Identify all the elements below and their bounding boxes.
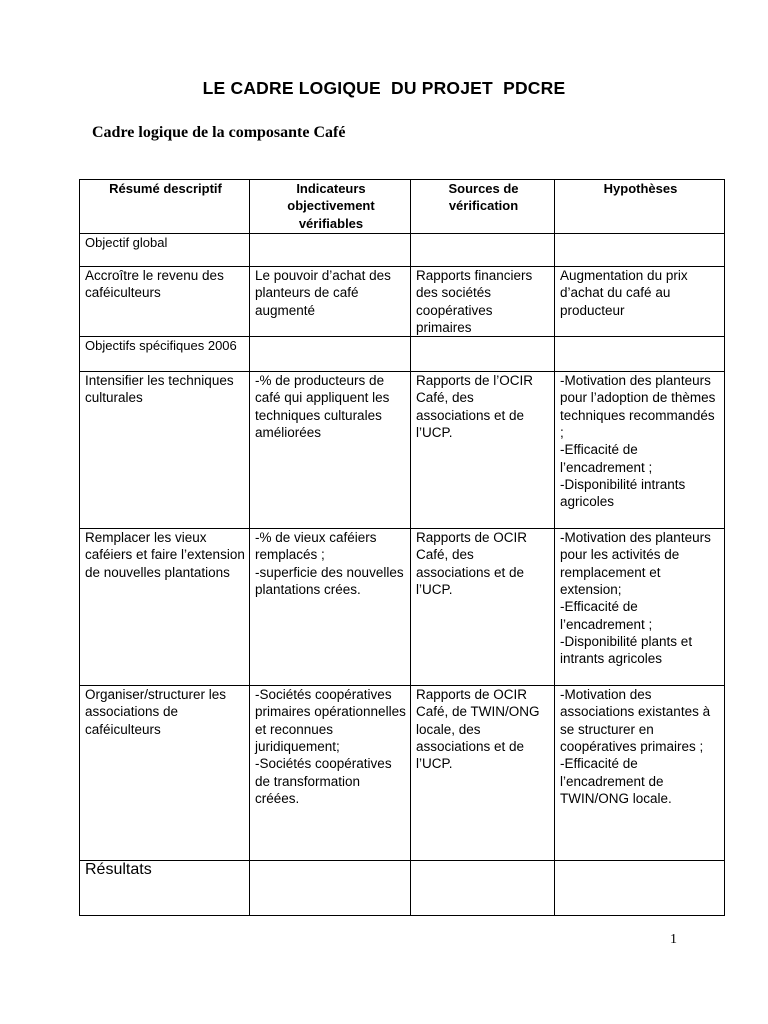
- header-hypotheses: Hypothèses: [555, 180, 725, 234]
- indicator-item: -% de vieux caféiers remplacés ;: [255, 530, 377, 563]
- section-label-specific: Objectifs spécifiques 2006: [80, 337, 250, 372]
- section-row-specific: [80, 337, 725, 372]
- cell-resume: Organiser/structurer les associations de caféiculteurs: [80, 686, 250, 861]
- indicator-item: -superficie des nouvelles plantations crées.: [255, 564, 404, 598]
- cell-indicateurs: Le pouvoir d’achat des planteurs de café augmenté: [250, 267, 411, 337]
- hypothesis-item: -Efficacité de l’encadrement ;: [560, 599, 653, 632]
- hypothesis-item: -Efficacité de l’encadrement ;: [560, 442, 653, 475]
- cell-indicateurs: -% de producteurs de café qui appliquent les techniques culturales améliorées: [250, 372, 411, 529]
- empty-cell: [250, 234, 411, 267]
- cell-sources: Rapports de OCIR Café, des associations et de l’UCP.: [411, 529, 555, 686]
- table-row-global: [80, 267, 725, 337]
- cell-resume: Remplacer les vieux caféiers et faire l’extension de nouvelles plantations: [80, 529, 250, 686]
- cell-hypotheses: Augmentation du prix d’achat du café au producteur: [555, 267, 725, 337]
- header-indicateurs: Indicateurs objectivement vérifiables: [250, 180, 411, 234]
- cell-indicateurs: [250, 686, 411, 861]
- empty-cell: [411, 234, 555, 267]
- indicator-item: -Sociétés coopératives primaires opérationnelles et reconnues juridiquement;: [255, 687, 406, 755]
- empty-cell: [555, 337, 725, 372]
- indicator-item: -Sociétés coopératives de transformation créées.: [255, 756, 392, 806]
- cell-hypotheses: [555, 686, 725, 861]
- table-row: [80, 686, 725, 861]
- header-resume: Résumé descriptif: [80, 180, 250, 234]
- empty-cell: [250, 861, 411, 916]
- logframe-table: [79, 179, 725, 916]
- document-title: LE CADRE LOGIQUE DU PROJET PDCRE: [202, 78, 566, 98]
- empty-cell: [411, 861, 555, 916]
- table-header-row: [80, 180, 725, 234]
- empty-cell: [555, 234, 725, 267]
- cell-hypotheses: [555, 529, 725, 686]
- section-row-global: [80, 234, 725, 267]
- cell-sources: Rapports de l’OCIR Café, des associations et de l’UCP.: [411, 372, 555, 529]
- hypothesis-item: -Disponibilité plants et intrants agricoles: [560, 633, 693, 667]
- section-label-global: Objectif global: [80, 234, 250, 267]
- hypothesis-item: -Motivation des planteurs pour l’adoption de thèmes techniques recommandés ;: [560, 373, 716, 441]
- hypothesis-item: -Disponibilité intrants agricoles: [560, 476, 686, 510]
- cell-resume: Intensifier les techniques culturales: [80, 372, 250, 529]
- cell-hypotheses: [555, 372, 725, 529]
- section-row-results: [80, 861, 725, 916]
- table-row: [80, 372, 725, 529]
- cell-sources: Rapports financiers des sociétés coopératives primaires: [411, 267, 555, 337]
- hypothesis-item: -Motivation des associations existantes à se structurer en coopératives primaires ;: [560, 687, 711, 755]
- document-subtitle: Cadre logique de la composante Café: [92, 124, 346, 141]
- table-row: [80, 529, 725, 686]
- cell-resume: Accroître le revenu des caféiculteurs: [80, 267, 250, 337]
- cell-sources: Rapports de OCIR Café, de TWIN/ONG locale, des associations et de l’UCP.: [411, 686, 555, 861]
- empty-cell: [555, 861, 725, 916]
- empty-cell: [250, 337, 411, 372]
- header-sources: Sources de vérification: [411, 180, 555, 234]
- hypothesis-item: -Motivation des planteurs pour les activités de remplacement et extension;: [560, 530, 711, 598]
- empty-cell: [411, 337, 555, 372]
- page-number: 1: [670, 932, 677, 947]
- hypothesis-item: -Efficacité de l’encadrement de TWIN/ONG locale.: [560, 756, 672, 806]
- cell-indicateurs: [250, 529, 411, 686]
- section-label-results: Résultats: [80, 861, 250, 916]
